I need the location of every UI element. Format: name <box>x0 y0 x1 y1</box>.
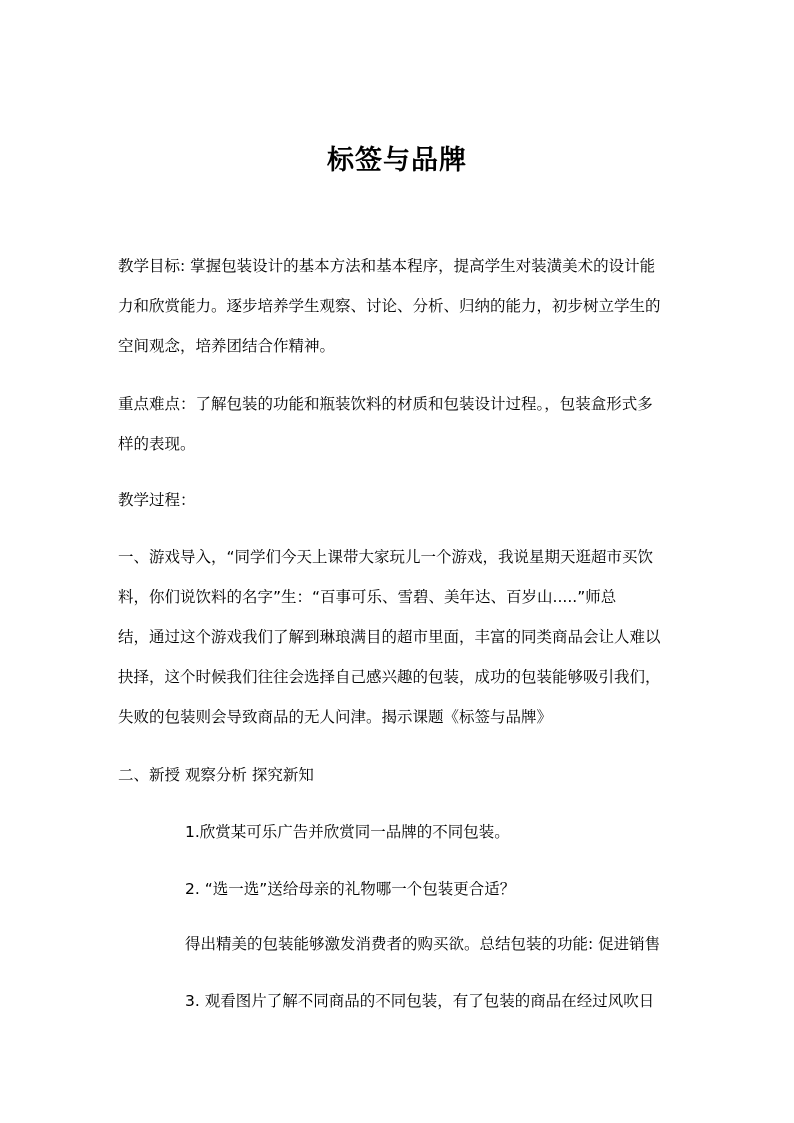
paragraph-line: 抉择，这个时候我们往往会选择自己感兴趣的包装，成功的包装能够吸引我们， <box>118 668 661 686</box>
step-text: 得出精美的包装能够激发消费者的购买欲。总结包装的功能: 促进销售 <box>185 935 661 953</box>
paragraph-line: 一、游戏导入，“同学们今天上课带大家玩儿一个游戏，我说星期天逛超市买饮 <box>118 548 654 566</box>
part-two-heading-text: 二、新授 观察分析 探究新知 <box>118 766 314 784</box>
teaching-objectives-paragraph <box>118 246 684 366</box>
document-title: 标签与品牌 <box>327 145 467 177</box>
paragraph-line: 重点难点：了解包装的功能和瓶装饮料的材质和包装设计过程。，包装盒形式多 <box>118 395 653 413</box>
paragraph-line: 结，通过这个游戏我们了解到琳琅满目的超市里面，丰富的同类商品会让人难以 <box>118 628 661 646</box>
paragraph-line: 空间观念，培养团结合作精神。 <box>118 337 336 355</box>
process-heading-text: 教学过程： <box>118 491 196 509</box>
paragraph-line: 样的表现。 <box>118 435 196 453</box>
step-three <box>185 981 685 1021</box>
step-text: 3. 观看图片了解不同商品的不同包装，有了包装的商品在经过风吹日 <box>185 992 655 1010</box>
part-two-heading <box>118 755 684 795</box>
paragraph-line: 教学目标: 掌握包装设计的基本方法和基本程序，提高学生对装潢美术的设计能 <box>118 257 656 275</box>
step-two <box>185 869 685 909</box>
key-points-paragraph <box>118 384 684 464</box>
step-two-conclusion <box>185 924 685 964</box>
step-text: 1.欣赏某可乐广告并欣赏同一品牌的不同包装。 <box>185 823 510 841</box>
part-one-paragraph <box>118 537 684 737</box>
step-one <box>185 812 685 852</box>
paragraph-line: 失败的包装则会导致商品的无人问津。揭示课题《标签与品牌》 <box>118 708 553 726</box>
step-text: 2. “选一选”送给母亲的礼物哪一个包装更合适？ <box>185 880 516 898</box>
paragraph-line: 料，你们说饮料的名字”生：“百事可乐、雪碧、美年达、百岁山.....”师总 <box>118 588 617 606</box>
paragraph-line: 力和欣赏能力。逐步培养学生观察、讨论、分析、归纳的能力，初步树立学生的 <box>118 297 661 315</box>
process-heading <box>118 480 684 520</box>
